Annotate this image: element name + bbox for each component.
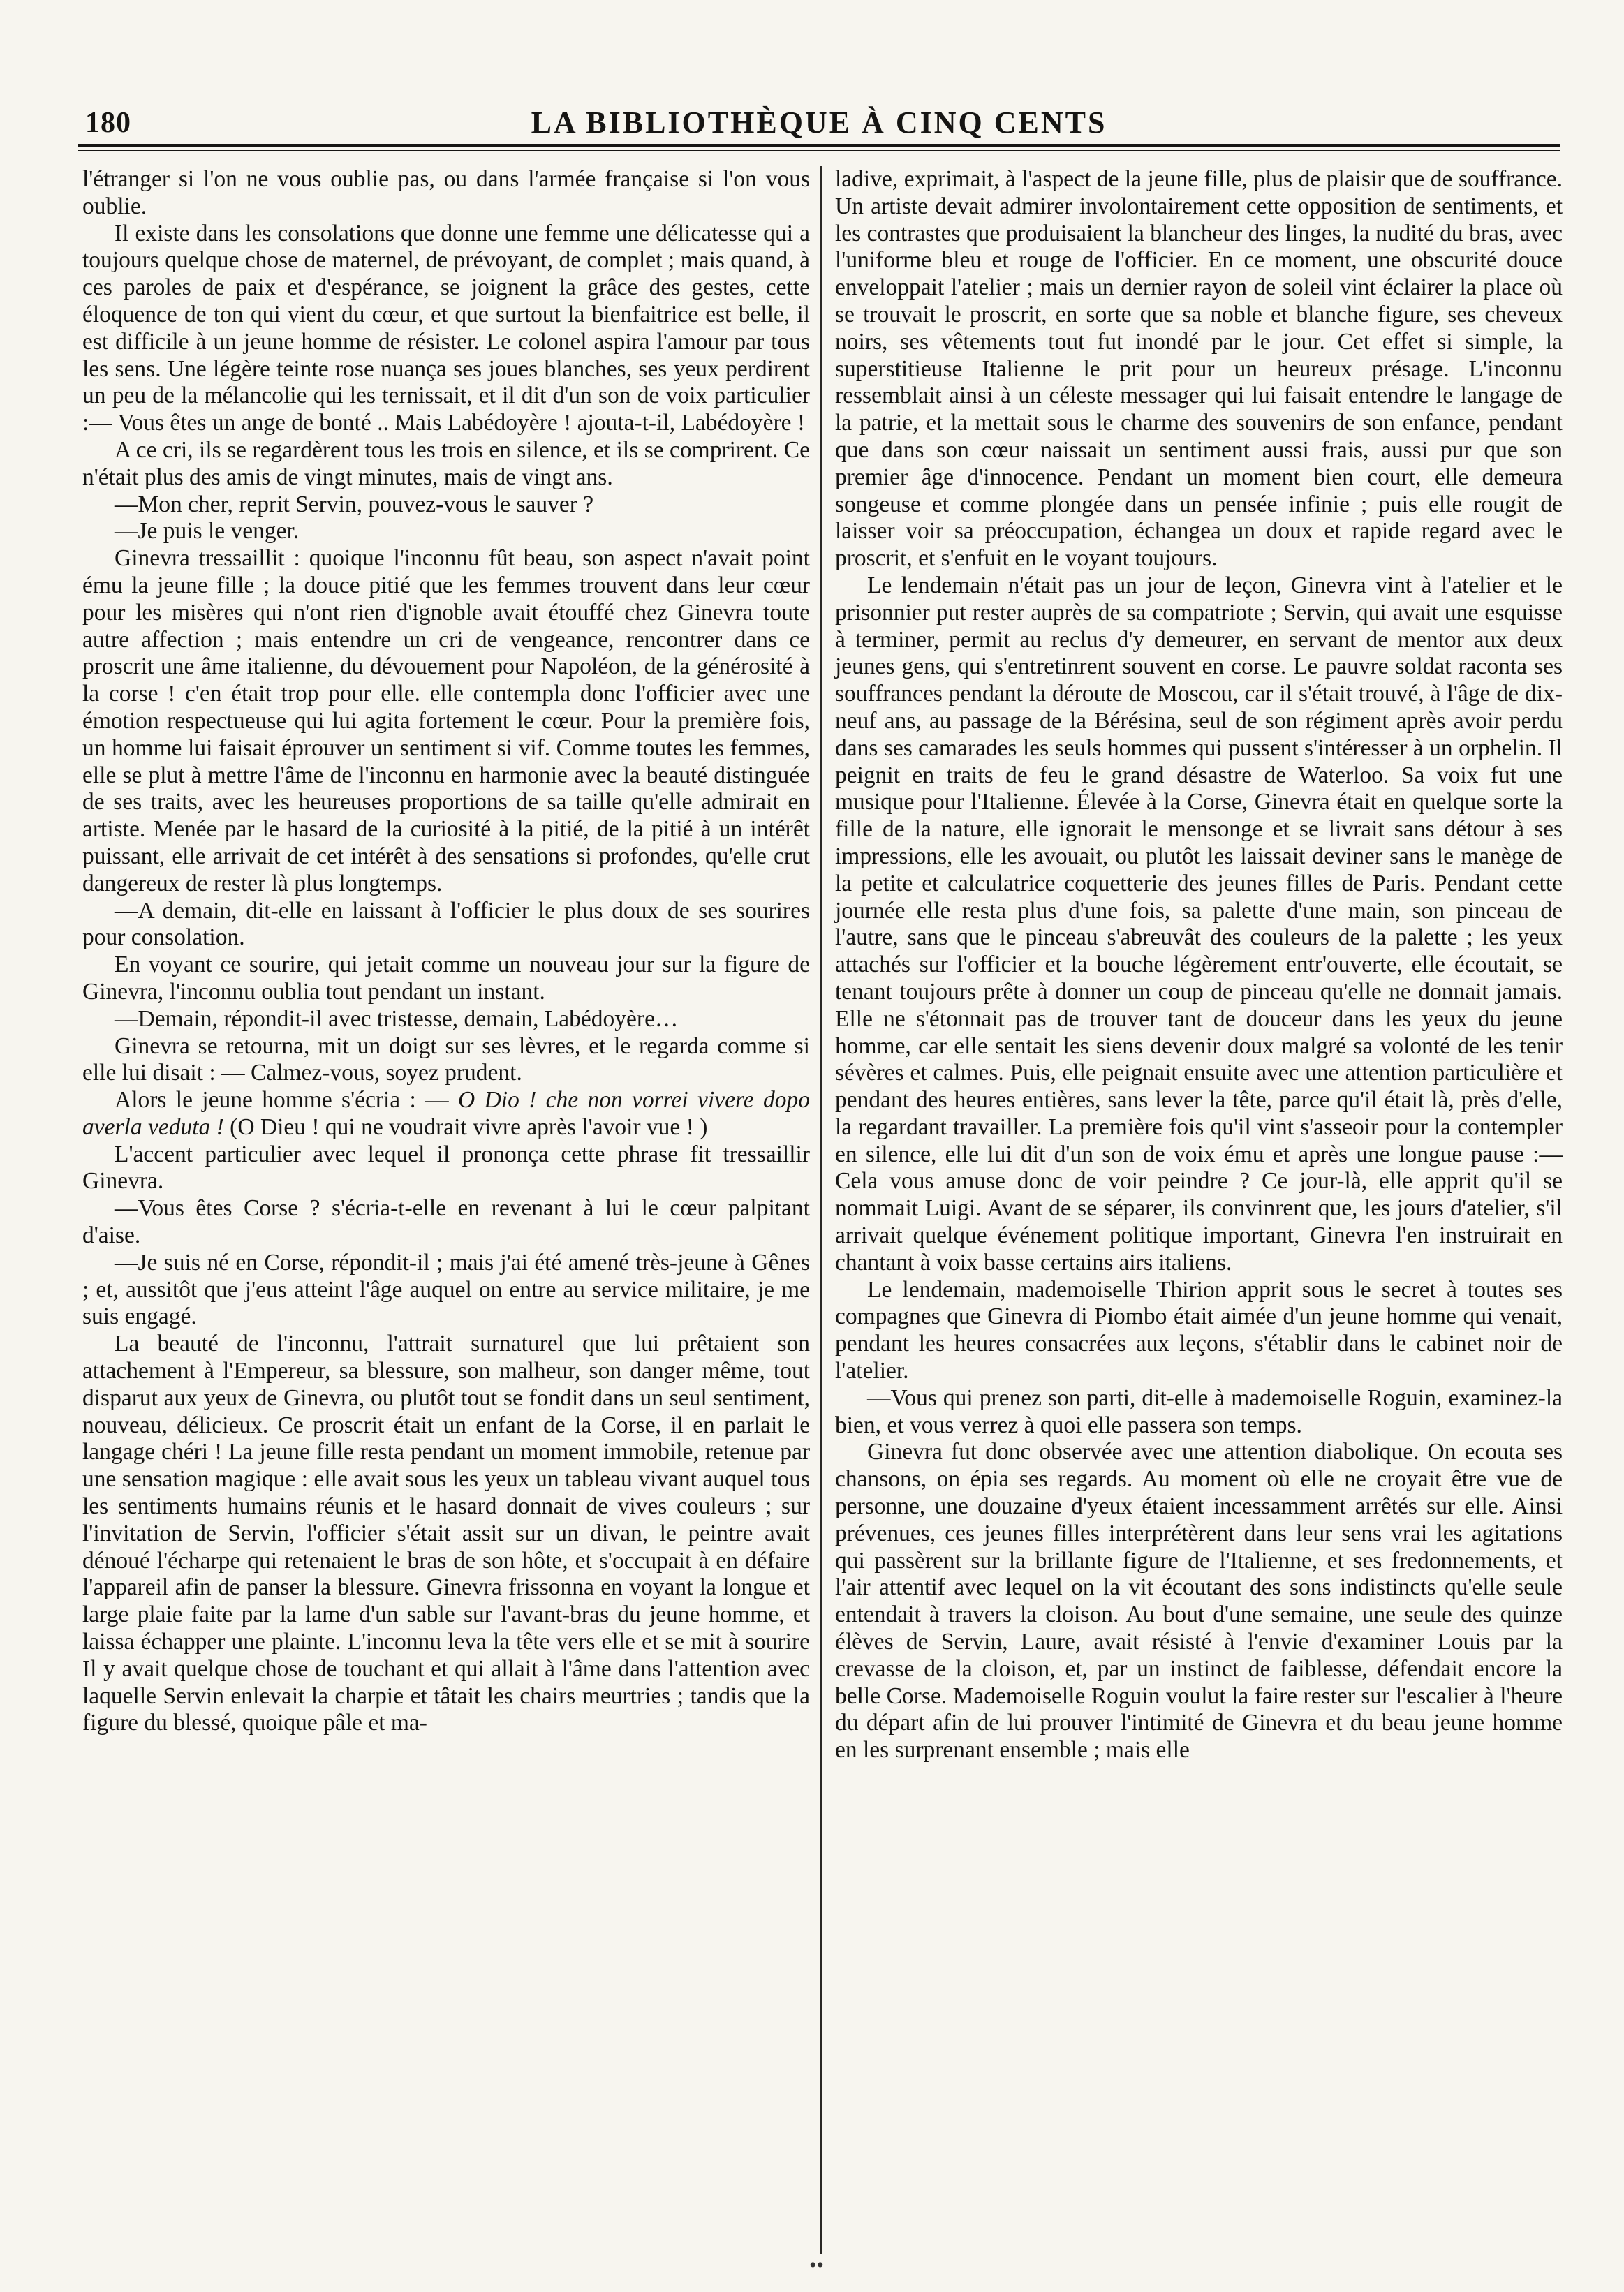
paragraph: —Je suis né en Corse, répondit-il ; mais j'ai été amené très-jeune à Gênes ; et, aussitôt que j'eus atteint l'âge auquel on entre au service militaire, je me suis engagé. [82,1249,810,1330]
footer-marker: •• [809,2254,825,2277]
paragraph: —A demain, dit-elle en laissant à l'officier le plus doux de ses sourires pour consolation. [82,897,810,951]
paragraph: La beauté de l'inconnu, l'attrait surnaturel que lui prêtaient son attachement à l'Empereur, sa blessure, son malheur, son danger même, tout disparut aux yeux de Ginevra, ou plutôt tout se fondit dans un seul sentiment, nouveau, délicieux. Ce proscrit était un enfant de la Corse, il en parlait le langage chéri ! La jeune fille resta pendant un moment immobile, retenue par une sensation magique : elle avait sous les yeux un tableau vivant auquel tous les sentiments humains réunis et le hasard donnait de vives couleurs ; sur l'invitation de Servin, l'officier s'était assit sur un divan, le peintre avait dénoué l'écharpe qui retenaient le bras de son hôte, et s'occupait à en défaire l'appareil afin de panser la blessure. Ginevra frissonna en voyant la longue et large plaie faite par la lame d'un sable sur l'avant-bras du jeune homme, et laissa échapper une plainte. L'inconnu leva la tête vers elle et se mit à sourire Il y avait quelque chose de touchant et qui allait à l'âme dans l'attention avec laquelle Servin enlevait la charpie et tâtait les chairs meurtries ; tandis que la figure du blessé, quoique pâle et ma- [82,1331,810,1736]
text-run: (O Dieu ! qui ne voudrait vivre après l'avoir vue ! ) [230,1114,708,1140]
column-divider [820,166,822,2254]
paragraph: L'accent particulier avec lequel il prononça cette phrase fit tressaillir Ginevra. [82,1141,810,1195]
left-column [82,166,810,1737]
paragraph: A ce cri, ils se regardèrent tous les trois en silence, et ils se comprirent. Ce n'était plus des amis de vingt minutes, mais de vingt ans. [82,436,810,490]
page-number: 180 [85,107,131,139]
header-rule-thick [78,144,1560,147]
paragraph: —Vous êtes Corse ? s'écria-t-elle en revenant à lui le cœur palpitant d'aise. [82,1195,810,1249]
paragraph: —Vous qui prenez son parti, dit-elle à mademoiselle Roguin, examinez-la bien, et vous verrez à quoi elle passera son temps. [835,1384,1563,1438]
paragraph: En voyant ce sourire, qui jetait comme un nouveau jour sur la figure de Ginevra, l'inconnu oublia tout pendant un instant. [82,952,810,1005]
paragraph: l'étranger si l'on ne vous oublie pas, ou dans l'armée française si l'on vous oublie. [82,166,810,219]
paragraph: Le lendemain, mademoiselle Thirion apprit sous le secret à toutes ses compagnes que Ginevra di Piombo était aimée d'un jeune homme qui venait, pendant les heures consacrées aux leçons, s'établir dans le cabinet noir de l'atelier. [835,1276,1563,1384]
paragraph: —Mon cher, reprit Servin, pouvez-vous le sauver ? [115,491,594,517]
right-column [835,166,1563,1764]
paragraph: Ginevra fut donc observée avec une attention diabolique. On ecouta ses chansons, on épia ses regards. Au moment où elle ne croyait être vue de personne, une douzaine d'yeux étaient incessamment arrêtés sur elle. Ainsi prévenues, ces jeunes filles interprétèrent dans leur sens vrai les agitations qui passèrent sur la brillante figure de l'Italienne, et ses fredonnements, et l'air attentif avec lequel on la vit écoutant des sons indistincts qu'elle seule entendait à travers la cloison. Au bout d'une semaine, une seule des quinze élèves de Servin, Laure, avait résisté à l'envie d'examiner Louis par la crevasse de la cloison, et, par un instinct de faiblesse, défendait encore la belle Corse. Mademoiselle Roguin voulut la faire rester sur l'escalier à l'heure du départ afin de lui prouver l'intimité de Ginevra et du beau jeune homme en les surprenant ensemble ; mais elle [835,1439,1563,1764]
paragraph: —Je puis le venger. [115,518,300,545]
paragraph: Ginevra se retourna, mit un doigt sur ses lèvres, et le regarda comme si elle lui disait : — Calmez-vous, soyez prudent. [82,1033,810,1086]
running-title: LA BIBLIOTHÈQUE À CINQ CENTS [531,105,1107,140]
paragraph: Ginevra tressaillit : quoique l'inconnu fût beau, son aspect n'avait point ému la jeune fille ; la douce pitié que les femmes trouvent dans leur cœur pour les misères qui n'ont rien d'ignoble avait étouffé chez Ginevra toute autre affection ; mais entendre un cri de vengeance, rencontrer dans ce proscrit une âme italienne, du dévouement pour Napoléon, de la générosité à la corse ! c'en était trop pour elle. elle contempla donc l'officier avec une émotion respectueuse qui lui agita fortement le cœur. Pour la première fois, un homme lui faisait éprouver un sentiment si vif. Comme toutes les femmes, elle se plut à mettre l'âme de l'inconnu en harmonie avec la beauté distinguée de ses traits, avec les heureuses proportions de sa taille qu'elle admirait en artiste. Menée par le hasard de la curiosité à la pitié, de la pitié à un intérêt puissant, elle arrivait de cet intérêt à des sensations si profondes, qu'elle crut dangereux de rester là plus longtemps. [82,545,810,896]
page-header [78,103,1560,145]
paragraph: Le lendemain n'était pas un jour de leçon, Ginevra vint à l'atelier et le prisonnier put rester auprès de sa compatriote ; Servin, qui avait une esquisse à terminer, permit au reclus d'y demeurer, en servant de mentor aux deux jeunes gens, qui s'entretinrent souvent en corse. Le pauvre soldat raconta ses souffrances pendant la déroute de Moscou, car il s'était trouvé, à l'âge de dix-neuf ans, au passage de la Bérésina, seul de son régiment après avoir perdu dans ses camarades les seuls hommes qui pussent s'intéresser à un orphelin. Il peignit en traits de feu le grand désastre de Waterloo. Sa voix fut une musique pour l'Italienne. Élevée à la Corse, Ginevra était en quelque sorte la fille de la nature, elle ignorait le mensonge et se livrait sans détour à ses impressions, elle les avouait, ou plutôt les laissait deviner sans le manège de la petite et calculatrice coquetterie des jeunes filles de Paris. Pendant cette journée elle resta plus d'une fois, sa palette d'une main, son pinceau de l'autre, sans que le pinceau s'abreuvât des couleurs de la palette ; les yeux attachés sur l'officier et la bouche légèrement entr'ouverte, elle écoutait, se tenant toujours prête à donner un coup de pinceau qu'elle ne donnait jamais. Elle ne s'étonnait pas de trouver tant de douceur dans les yeux du jeune homme, car elle sentait les siens devenir doux malgré sa volonté de les tenir sévères et calmes. Puis, elle peignait ensuite avec une attention particulière et pendant des heures entières, sans lever la tête, parce qu'il était là, près d'elle, la regardant travailler. La première fois qu'il vint s'asseoir pour la contempler en silence, elle lui dit d'un son de voix ému et après une longue pause :— Cela vous amuse donc de voir peindre ? Ce jour-là, elle apprit qu'il se nommait Luigi. Avant de se séparer, ils convinrent que, les jours d'atelier, s'il arrivait quelque événement politique important, Ginevra l'en instruirait en chantant à voix basse certains airs italiens. [835,572,1563,1276]
paragraph: Il existe dans les consolations que donne une femme une délicatesse qui a toujours quelque chose de maternel, de prévoyant, de complet ; mais quand, à ces paroles de paix et d'espérance, se joignent la grâce des gestes, cette éloquence de ton qui vient du cœur, et que surtout la bienfaitrice est belle, il est difficile à un jeune homme de résister. Le colonel aspira l'amour par tous les sens. Une légère teinte rose nuança ses joues blanches, ses yeux perdirent un peu de la mélancolie qui les ternissait, et il dit d'un son de voix particulier :— Vous êtes un ange de bonté .. Mais Labédoyère ! ajouta-t-il, Labédoyère ! [82,220,810,436]
text-run: Alors le jeune homme s'écria : — [115,1087,449,1114]
header-rule-thin [78,150,1560,151]
italian-quote: O Dio ! che non vorrei vivere dopo averla veduta ! [82,1087,811,1140]
paragraph: ladive, exprimait, à l'aspect de la jeune fille, plus de plaisir que de souffrance. Un artiste devait admirer involontairement cette opposition de sentiments, et les contrastes que produisaient la blancheur des linges, la nudité du bras, avec l'uniforme bleu et rouge de l'officier. En ce moment, une obscurité douce enveloppait l'atelier ; mais un dernier rayon de soleil vint éclairer la place où se trouvait le proscrit, en sorte que sa noble et blanche figure, ses cheveux noirs, ses vêtements tout fut inondé par le jour. Cet effet si simple, la superstitieuse Italienne le prit pour un heureux présage. L'inconnu ressemblait ainsi à un céleste messager qui lui faisait entendre le langage de la patrie, et la mettait sous le charme des souvenirs de son enfance, pendant que dans son cœur naissait un sentiment aussi frais, aussi pur que son premier âge d'innocence. Pendant un moment bien court, elle demeura songeuse et comme plongée dans un pensée infinie ; puis elle rougit de laisser voir sa préoccupation, échangea un doux et rapide regard avec le proscrit, et s'enfuit en le voyant toujours. [835,166,1563,572]
paragraph [82,1087,810,1141]
paragraph: —Demain, répondit-il avec tristesse, demain, Labédoyère… [115,1005,679,1032]
